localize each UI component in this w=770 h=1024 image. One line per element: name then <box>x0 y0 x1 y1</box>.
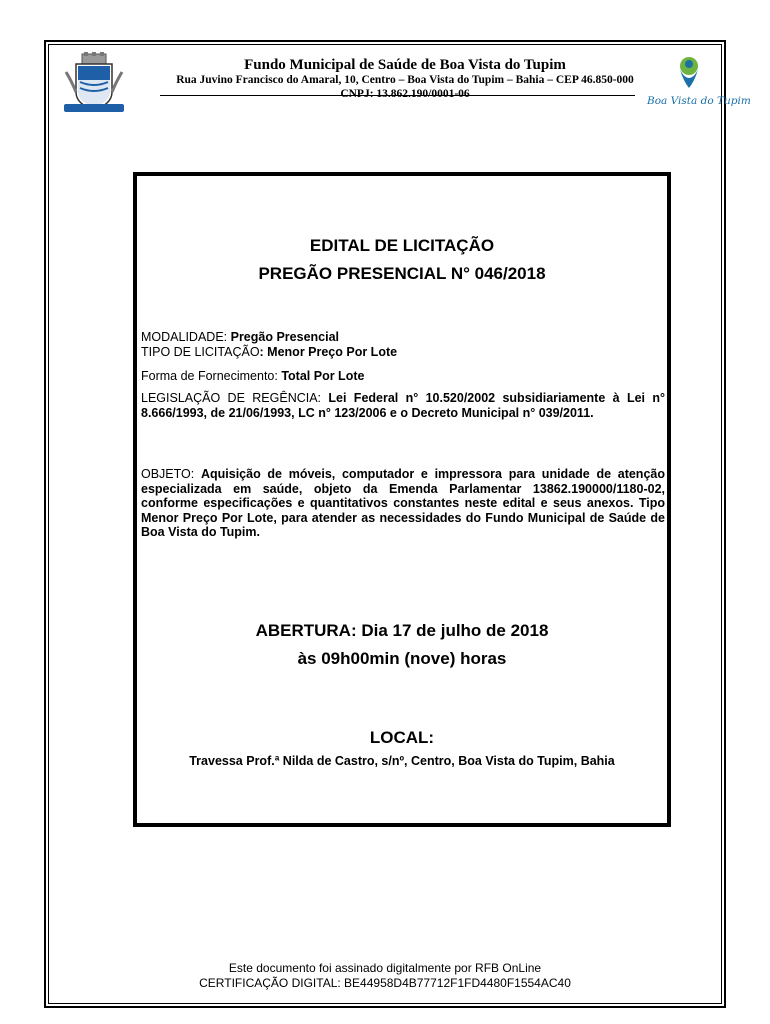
tipo-line <box>141 345 665 360</box>
fornecimento-label: Forma de Fornecimento: <box>141 369 282 383</box>
modalidade-value: Pregão Presencial <box>230 330 340 344</box>
legislacao-label: LEGISLAÇÃO DE REGÊNCIA: <box>141 391 329 405</box>
notice-title: EDITAL DE LICITAÇÃO <box>309 236 495 255</box>
footer-certification-line: CERTIFICAÇÃO DIGITAL: BE44958D4B77712F1FD4480F1554AC40 <box>199 976 571 990</box>
abertura-date: ABERTURA: Dia 17 de julho de 2018 <box>255 621 549 640</box>
objeto-paragraph <box>141 467 665 540</box>
tipo-label: TIPO DE LICITAÇÃO <box>141 345 260 359</box>
abertura-time: às 09h00min (nove) horas <box>297 649 507 668</box>
header-divider <box>160 95 635 96</box>
objeto-value: Aquisição de móveis, computador e impressora para unidade de atenção especializada em saúde, objeto da Emenda Parlamentar 13862.190000/1180-02, conforme especificações e quantitativos constantes neste edital e seus anexos. Tipo Menor Preço Por Lote, para atender as necessidades do Fundo Municipal de Saúde de Boa Vista do Tupim. <box>141 467 665 539</box>
local-label: LOCAL: <box>369 728 435 747</box>
municipal-crest-icon <box>62 52 126 116</box>
modalidade-line <box>141 330 665 345</box>
logo-text: Boa Vista do Tupim <box>647 95 751 107</box>
legislacao-value: Lei Federal n° 10.520/2002 subsidiariamente à Lei n° 8.666/1993, de 21/06/1993, LC n° 123/2006 e o Decreto Municipal n° 039/2011. <box>141 391 665 420</box>
notice-subtitle: PREGÃO PRESENCIAL N° 046/2018 <box>258 264 546 283</box>
legislacao-paragraph <box>141 391 665 420</box>
header-address: Rua Juvino Francisco do Amaral, 10, Centro – Boa Vista do Tupim – Bahia – CEP 46.850-000 <box>176 74 634 86</box>
local-address: Travessa Prof.ª Nilda de Castro, s/nº, Centro, Boa Vista do Tupim, Bahia <box>189 754 615 768</box>
fornecimento-line <box>141 369 665 384</box>
fornecimento-value: Total Por Lote <box>281 369 365 383</box>
header-title: Fundo Municipal de Saúde de Boa Vista do Tupim <box>244 57 566 73</box>
header-cnpj: CNPJ: 13.862.190/0001-06 <box>340 88 470 100</box>
boa-vista-do-tupim-logo <box>644 52 751 122</box>
objeto-label: OBJETO: <box>141 467 201 481</box>
modalidade-label: MODALIDADE: <box>141 330 231 344</box>
tipo-value: : Menor Preço Por Lote <box>259 345 398 359</box>
footer-signature-line: Este documento foi assinado digitalmente por RFB OnLine <box>228 961 542 975</box>
